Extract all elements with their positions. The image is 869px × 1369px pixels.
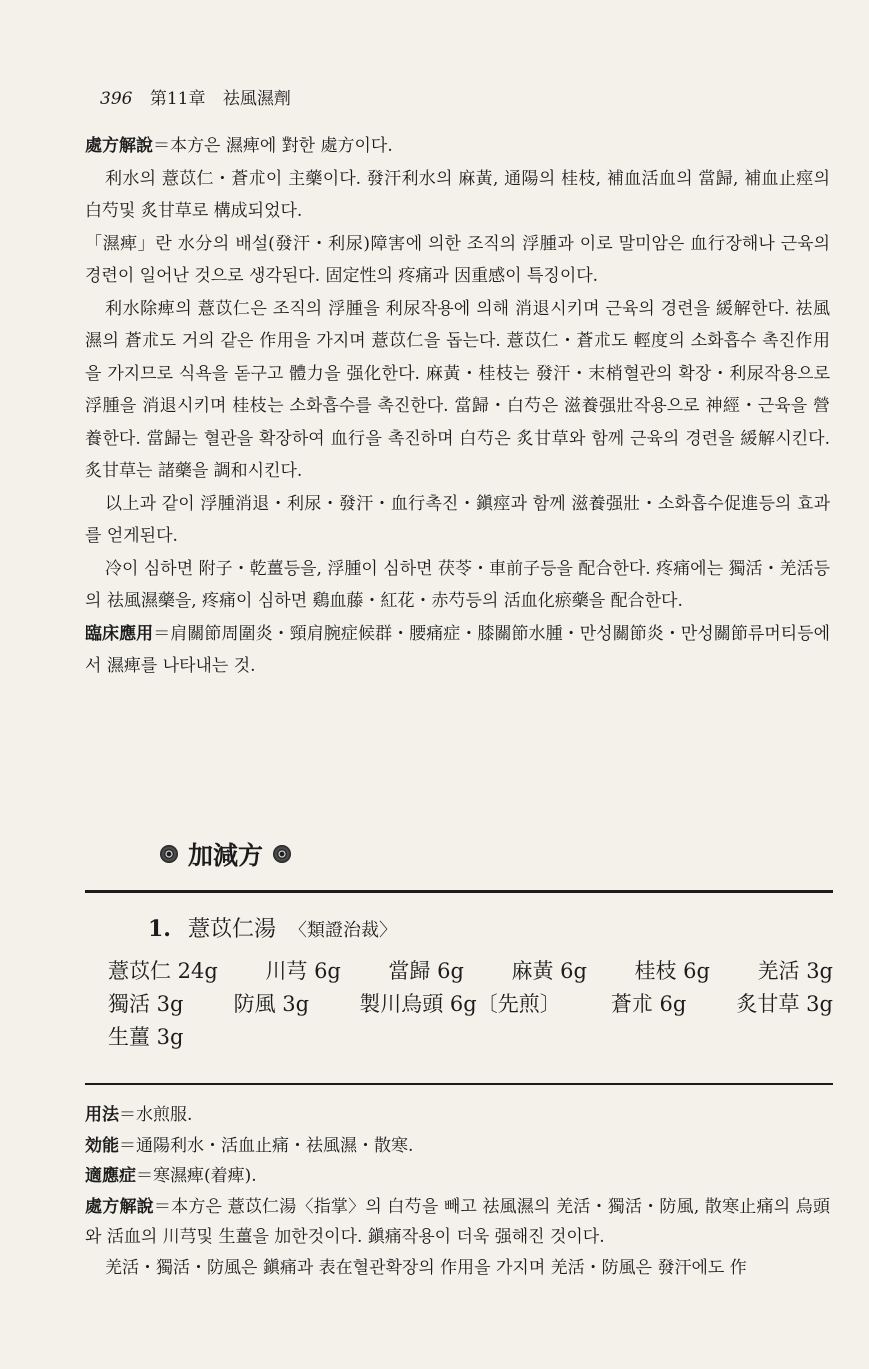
formula-name: 薏苡仁湯 bbox=[187, 917, 276, 942]
clinical-application-paragraph bbox=[85, 618, 830, 683]
paragraph-text: ＝本方은 濕痺에 對한 處方이다. bbox=[153, 136, 393, 156]
ingredient: 生薑 3g bbox=[108, 1025, 184, 1049]
paragraph-label: 臨床應用 bbox=[85, 623, 154, 644]
ingredient-row bbox=[108, 988, 833, 1021]
paragraph-label: 効能 bbox=[85, 1135, 119, 1156]
ingredient: 炙甘草 3g bbox=[736, 992, 833, 1016]
ornament-icon bbox=[160, 845, 178, 863]
paragraph-text: 冷이 심하면 附子・乾薑등을, 浮腫이 심하면 茯苓・車前子등을 配合한다. 疼痛에는 獨活・羌活등의 祛風濕藥을, 疼痛이 심하면 鷄血藤・紅花・赤芍등의 活血化瘀藥을 配合한다. bbox=[85, 558, 830, 611]
body-paragraph bbox=[85, 1253, 830, 1284]
ingredient: 羌活 3g bbox=[757, 959, 833, 983]
paragraph-text: 羌活・獨活・防風은 鎭痛과 表在혈관확장의 作用을 가지며 羌活・防風은 發汗에도 作 bbox=[105, 1257, 747, 1278]
ornament-icon bbox=[273, 845, 291, 863]
body-paragraph bbox=[85, 488, 830, 553]
section-divider bbox=[85, 890, 833, 893]
lower-text-block bbox=[85, 1100, 830, 1283]
body-paragraph bbox=[85, 228, 830, 293]
section-heading bbox=[160, 836, 291, 872]
paragraph-text: ＝肩關節周圍炎・頸肩腕症候群・腰痛症・膝關節水腫・만성關節炎・만성關節류머티등에서 濕痺를 나타내는 것. bbox=[85, 623, 831, 676]
prescription-explanation-paragraph bbox=[85, 1192, 830, 1253]
paragraph-text: 「濕痺」란 水分의 배설(發汗・利尿)障害에 의한 조직의 浮腫과 이로 말미암은 血行장해나 근육의 경련이 일어난 것으로 생각된다. 固定性의 疼痛과 因重感이 특징이다. bbox=[85, 233, 830, 286]
paragraph-label: 處方解說 bbox=[85, 136, 153, 156]
body-paragraph bbox=[85, 553, 830, 618]
paragraph-text: ＝本方은 薏苡仁湯〈指掌〉의 白芍을 빼고 祛風濕의 羌活・獨活・防風, 散寒止痛의 烏頭와 活血의 川芎및 生薑을 加한것이다. 鎭痛작용이 더욱 强해진 것이다. bbox=[85, 1196, 831, 1247]
ingredient: 防風 3g bbox=[233, 992, 310, 1016]
ingredient: 獨活 3g bbox=[108, 992, 184, 1016]
formula-source: 〈類證治裁〉 bbox=[288, 920, 397, 941]
page-header bbox=[100, 84, 291, 109]
paragraph-text: ＝通陽利水・活血止痛・祛風濕・散寒. bbox=[119, 1135, 414, 1156]
chapter-number: 第11章 bbox=[149, 89, 206, 109]
ingredient: 川芎 6g bbox=[265, 959, 341, 983]
usage-paragraph bbox=[85, 1100, 830, 1131]
paragraph-text: 利水의 薏苡仁・蒼朮이 主藥이다. 發汗利水의 麻黃, 通陽의 桂枝, 補血活血의 當歸, 補血止痙의 白芍및 炙甘草로 構成되었다. bbox=[85, 168, 830, 221]
ingredient-row bbox=[108, 955, 833, 988]
ingredient: 製川烏頭 6g〔先煎〕 bbox=[359, 992, 561, 1016]
ingredient-list bbox=[108, 955, 833, 1054]
efficacy-paragraph bbox=[85, 1131, 830, 1162]
formula-number: 1. bbox=[148, 916, 171, 942]
prescription-explanation-paragraph bbox=[85, 130, 830, 163]
body-paragraph bbox=[85, 163, 830, 228]
section-heading-text: 加減方 bbox=[188, 841, 264, 870]
paragraph-label: 適應症 bbox=[85, 1166, 136, 1186]
body-paragraph bbox=[85, 293, 830, 488]
chapter-title: 祛風濕劑 bbox=[222, 89, 291, 109]
paragraph-text: 以上과 같이 浮腫消退・利尿・發汗・血行촉진・鎭痙과 함께 滋養强壯・소화흡수促進등의 효과를 얻게된다. bbox=[85, 493, 830, 546]
paragraph-text: ＝水煎服. bbox=[119, 1105, 193, 1125]
paragraph-label: 用法 bbox=[85, 1105, 119, 1125]
formula-divider bbox=[85, 1083, 833, 1085]
ingredient: 蒼朮 6g bbox=[610, 992, 687, 1016]
formula-title bbox=[148, 912, 397, 943]
page-number: 396 bbox=[100, 89, 133, 109]
ingredient: 桂枝 6g bbox=[634, 959, 710, 983]
ingredient: 當歸 6g bbox=[388, 959, 464, 983]
ingredient: 麻黃 6g bbox=[511, 959, 587, 983]
ingredient: 薏苡仁 24g bbox=[108, 959, 218, 983]
paragraph-text: 利水除痺의 薏苡仁은 조직의 浮腫을 利尿작용에 의해 消退시키며 근육의 경련을 緩解한다. 祛風濕의 蒼朮도 거의 같은 作用을 가지며 薏苡仁을 돕는다. 薏苡仁・蒼朮도 輕度의 소화흡수 촉진作用을 가지므로 식욕을 돋구고 體力을 强化한다. 麻黃・桂枝는 發汗・末梢혈관의 확장・利尿작용으로 浮腫을 消退시키며 桂枝는 소화흡수를 촉진한다. 當歸・白芍은 滋養强壯작용으로 神經・근육을 營養한다. 當歸는 혈관을 확장하여 血行을 촉진하며 白芍은 炙甘草와 함께 근육의 경련을 緩解시킨다. 炙甘草는 諸藥을 調和시킨다. bbox=[85, 298, 830, 481]
top-text-block bbox=[85, 130, 830, 683]
indication-paragraph bbox=[85, 1161, 830, 1192]
paragraph-label: 處方解說 bbox=[85, 1196, 154, 1217]
paragraph-text: ＝寒濕痺(着痺). bbox=[136, 1166, 257, 1186]
ingredient-row bbox=[108, 1021, 833, 1054]
